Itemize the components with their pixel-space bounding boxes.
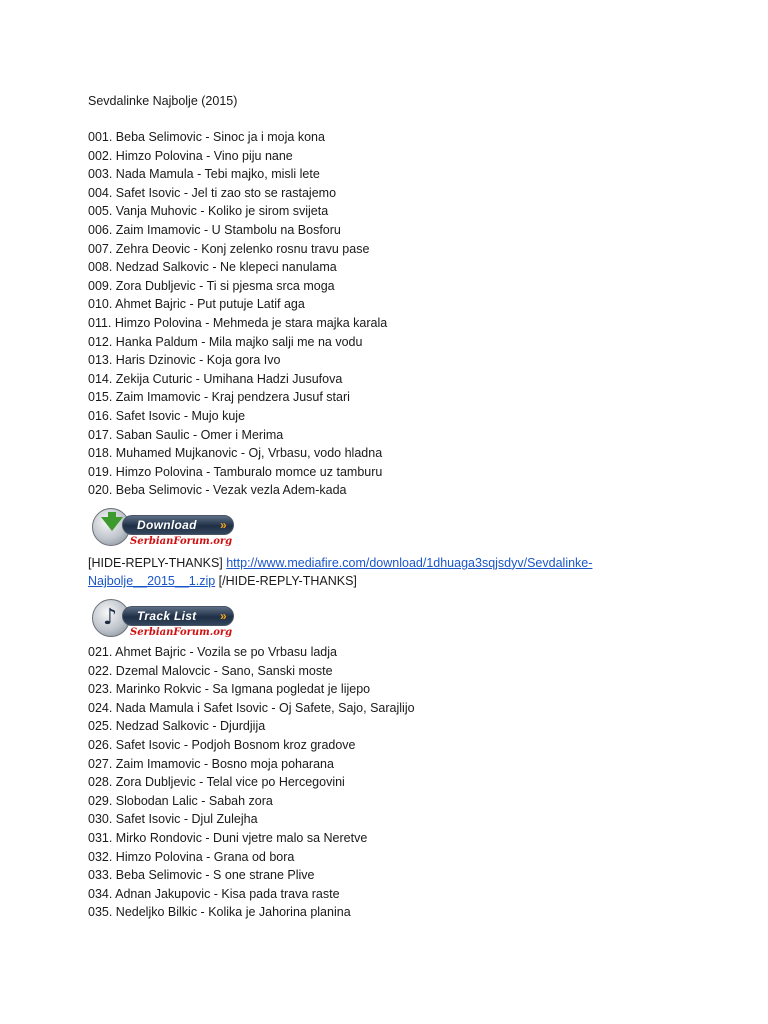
- tracklist-banner-bar: [122, 606, 234, 626]
- track-item: 026. Safet Isovic - Podjoh Bosnom kroz gradove: [88, 738, 356, 753]
- track-item: 010. Ahmet Bajric - Put putuje Latif aga: [88, 297, 305, 312]
- track-item: 032. Himzo Polovina - Grana od bora: [88, 849, 295, 864]
- tracklist-banner: [92, 597, 242, 643]
- track-item: 003. Nada Mamula - Tebi majko, misli lete: [88, 167, 320, 182]
- track-item: 022. Dzemal Malovcic - Sano, Sanski moste: [88, 663, 333, 678]
- hide-reply-close-tag: [/HIDE-REPLY-THANKS]: [215, 574, 357, 589]
- track-item: 023. Marinko Rokvic - Sa Igmana pogledat je lijepo: [88, 682, 371, 697]
- track-item: 019. Himzo Polovina - Tamburalo momce uz tamburu: [88, 464, 383, 479]
- document-page: [88, 92, 688, 922]
- download-arrow-icon: [101, 517, 123, 531]
- track-item: 021. Ahmet Bajric - Vozila se po Vrbasu ladja: [88, 645, 337, 660]
- download-link-block: [88, 554, 628, 591]
- track-item: 004. Safet Isovic - Jel ti zao sto se rastajemo: [88, 185, 337, 200]
- track-item: 029. Slobodan Lalic - Sabah zora: [88, 793, 273, 808]
- track-item: 001. Beba Selimovic - Sinoc ja i moja kona: [88, 130, 325, 144]
- track-item: 002. Himzo Polovina - Vino piju nane: [88, 148, 293, 163]
- track-item: 033. Beba Selimovic - S one strane Plive: [88, 868, 315, 883]
- download-banner-bar: [122, 515, 234, 535]
- track-item: 009. Zora Dubljevic - Ti si pjesma srca moga: [88, 278, 335, 293]
- track-item: 014. Zekija Cuturic - Umihana Hadzi Jusufova: [88, 371, 343, 386]
- track-item: 011. Himzo Polovina - Mehmeda je stara majka karala: [88, 315, 388, 330]
- hide-reply-open-tag: [HIDE-REPLY-THANKS]: [88, 555, 227, 570]
- download-banner-site: SerbianForum.org: [130, 535, 233, 547]
- track-item: 035. Nedeljko Bilkic - Kolika je Jahorina planina: [88, 905, 351, 920]
- download-banner-label: Download: [137, 517, 197, 532]
- track-item: 027. Zaim Imamovic - Bosno moja poharana: [88, 756, 334, 771]
- page-title: Sevdalinke Najbolje (2015): [88, 94, 238, 108]
- tracklist-banner-site: SerbianForum.org: [130, 627, 233, 639]
- tracklist-banner-label: Track List: [137, 609, 197, 624]
- track-item: 028. Zora Dubljevic - Telal vice po Hercegovini: [88, 775, 345, 790]
- track-item: 031. Mirko Rondovic - Duni vjetre malo sa Neretve: [88, 831, 368, 845]
- track-item: 013. Haris Dzinovic - Koja gora Ivo: [88, 353, 281, 368]
- chevron-right-icon: »: [220, 609, 227, 624]
- track-item: 018. Muhamed Mujkanovic - Oj, Vrbasu, vodo hladna: [88, 446, 383, 461]
- track-item: 017. Saban Saulic - Omer i Merima: [88, 427, 284, 442]
- track-item: 005. Vanja Muhovic - Koliko je sirom svijeta: [88, 204, 329, 219]
- track-item: 012. Hanka Paldum - Mila majko salji me na vodu: [88, 334, 363, 349]
- chevron-right-icon: »: [220, 517, 227, 532]
- track-item: 020. Beba Selimovic - Vezak vezla Adem-kada: [88, 483, 347, 498]
- track-list-part-2: [88, 643, 688, 922]
- mediafire-download-link[interactable]: http://www.mediafire.com/download/1dhuaga3sqjsdyv/Sevdalinke-Najbolje__2015__1.zip: [88, 555, 593, 589]
- track-item: 030. Safet Isovic - Djul Zulejha: [88, 812, 258, 827]
- music-note-icon: ♪: [103, 605, 118, 631]
- track-item: 015. Zaim Imamovic - Kraj pendzera Jusuf stari: [88, 390, 350, 405]
- track-item: 025. Nedzad Salkovic - Djurdjija: [88, 719, 266, 734]
- track-item: 034. Adnan Jakupovic - Kisa pada trava raste: [88, 886, 340, 901]
- track-list-part-1: [88, 128, 688, 500]
- track-item: 006. Zaim Imamovic - U Stambolu na Bosforu: [88, 222, 341, 237]
- track-item: 024. Nada Mamula i Safet Isovic - Oj Safete, Sajo, Sarajlijo: [88, 700, 415, 715]
- track-item: 008. Nedzad Salkovic - Ne klepeci nanulama: [88, 260, 337, 275]
- track-item: 007. Zehra Deovic - Konj zelenko rosnu travu pase: [88, 241, 370, 256]
- track-item: 016. Safet Isovic - Mujo kuje: [88, 408, 246, 423]
- download-banner[interactable]: [92, 506, 242, 552]
